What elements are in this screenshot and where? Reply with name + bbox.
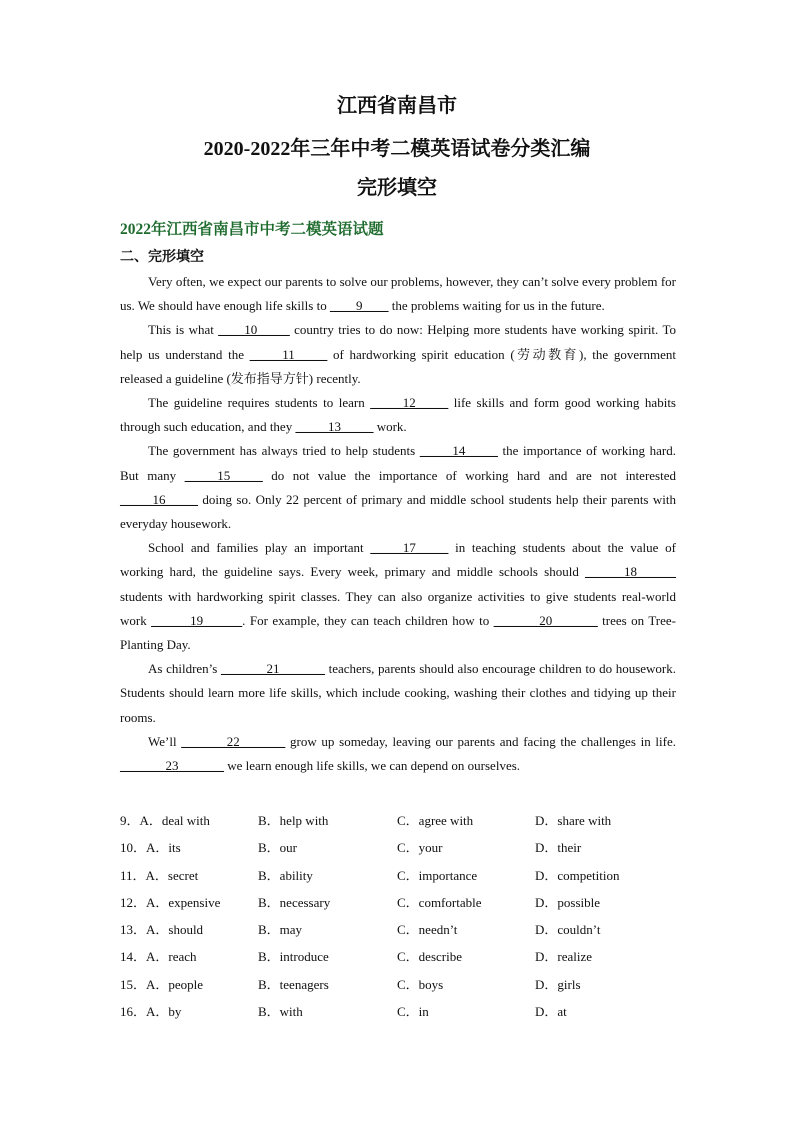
option-c: C．boys <box>397 976 444 992</box>
option-c: C．importance <box>397 867 478 883</box>
option-a: 14．A．reach <box>120 949 197 965</box>
answer-options <box>120 807 680 1025</box>
option-d: D．at <box>535 1004 567 1020</box>
option-row-14 <box>120 943 680 970</box>
blank-11: _____11_____ <box>249 346 328 362</box>
option-d: D．girls <box>535 976 581 992</box>
passage-paragraph-2: This is what ____10_____ country tries to do now: Helping more students have working spirit. To help us understand the _____11_____ of hardworking spirit education (劳动教育), the government released a guideline (发布指导方针) recently. <box>120 322 676 386</box>
option-d: D．competition <box>535 867 620 883</box>
section-subheading: 二、完形填空 <box>120 250 204 265</box>
option-b: B．necessary <box>258 894 331 910</box>
option-c: C．in <box>397 1004 429 1020</box>
option-c: C．your <box>397 840 443 856</box>
option-d: D．their <box>535 840 582 856</box>
option-row-11 <box>120 862 680 889</box>
option-c: C．needn’t <box>397 922 458 938</box>
blank-14: _____14_____ <box>419 443 498 459</box>
blank-23: _______23_______ <box>120 758 224 774</box>
option-a: 13．A．should <box>120 922 204 938</box>
option-b: B．teenagers <box>258 976 329 992</box>
passage-paragraph-1: Very often, we expect our parents to solve our problems, however, they can’t solve every problem for us. We should have enough life skills to ____9____ the problems waiting for us in the future. <box>120 274 676 314</box>
blank-16: _____16_____ <box>120 491 198 507</box>
blank-13: _____13_____ <box>295 419 374 435</box>
blank-17: _____17_____ <box>370 540 449 556</box>
option-c: C．agree with <box>397 813 474 828</box>
title-series: 2020-2022年三年中考二模英语试卷分类汇编 <box>203 138 591 160</box>
option-b: B．with <box>258 1004 303 1020</box>
option-b: B．introduce <box>258 949 329 965</box>
option-row-12 <box>120 889 680 916</box>
option-a: 11．A．secret <box>120 867 199 883</box>
title-region: 江西省南昌市 <box>337 95 457 117</box>
option-a: 16．A．by <box>120 1004 182 1020</box>
option-b: B．may <box>258 922 303 938</box>
passage-paragraph-4: The government has always tried to help students _____14_____ the importance of working hard. But many _____15_____ do not value the importance of working hard and are not interested _____16_____ doing so. Only 22 percent of primary and middle school students help their parents with everyday housework. <box>120 443 676 532</box>
option-row-13 <box>120 916 680 943</box>
blank-21: _______21_______ <box>220 661 325 677</box>
option-c: C．comfortable <box>397 894 482 910</box>
blank-10: ____10_____ <box>218 322 290 338</box>
option-d: D．share with <box>535 813 612 828</box>
option-b: B．our <box>258 840 298 856</box>
option-a: 12．A．expensive <box>120 894 221 910</box>
blank-12: _____12_____ <box>370 395 449 411</box>
cloze-passage <box>120 270 676 778</box>
option-b: B．ability <box>258 867 313 883</box>
passage-paragraph-6: As children’s _______21_______ teachers, parents should also encourage children to do housework. Students should learn more life skills, which include cooking, washing their clothes and tidying up their rooms. <box>120 661 676 725</box>
blank-9: ____9____ <box>329 298 389 314</box>
option-a: 9．A．deal with <box>120 813 210 828</box>
passage-paragraph-7: We’ll _______22_______ grow up someday, leaving our parents and facing the challenges in life. _______23_______ we learn enough life skills, we can depend on ourselves. <box>120 733 676 774</box>
option-row-10 <box>120 834 680 861</box>
blank-15: _____15_____ <box>184 467 263 483</box>
option-row-15 <box>120 971 680 998</box>
passage-paragraph-5: School and families play an important _____17_____ in teaching students about the value of working hard, the guideline says. Every week, primary and middle schools should ______18______ students with hardworking spirit classes. They can also organize activities to give students real-world work ______19______. For example, they can teach children how to _______20_______ trees on Tree-Planting Day. <box>120 540 677 653</box>
option-b: B．help with <box>258 813 329 828</box>
section-heading: 2022年江西省南昌市中考二模英语试题 <box>120 221 384 238</box>
option-row-9 <box>120 807 680 834</box>
blank-19: ______19______ <box>151 612 243 628</box>
blank-18: ______18______ <box>585 564 676 580</box>
option-d: D．realize <box>535 949 593 965</box>
option-d: D．possible <box>535 894 601 910</box>
option-c: C．describe <box>397 949 462 965</box>
option-d: D．couldn’t <box>535 922 601 938</box>
option-a: 10．A．its <box>120 840 181 856</box>
blank-22: _______22_______ <box>181 733 286 749</box>
blank-20: _______20_______ <box>493 612 598 628</box>
title-topic: 完形填空 <box>357 177 437 199</box>
passage-paragraph-3: The guideline requires students to learn _____12_____ life skills and form good working habits through such education, and they _____13_____ work. <box>120 395 676 435</box>
option-row-16 <box>120 998 680 1025</box>
option-a: 15．A．people <box>120 976 204 992</box>
